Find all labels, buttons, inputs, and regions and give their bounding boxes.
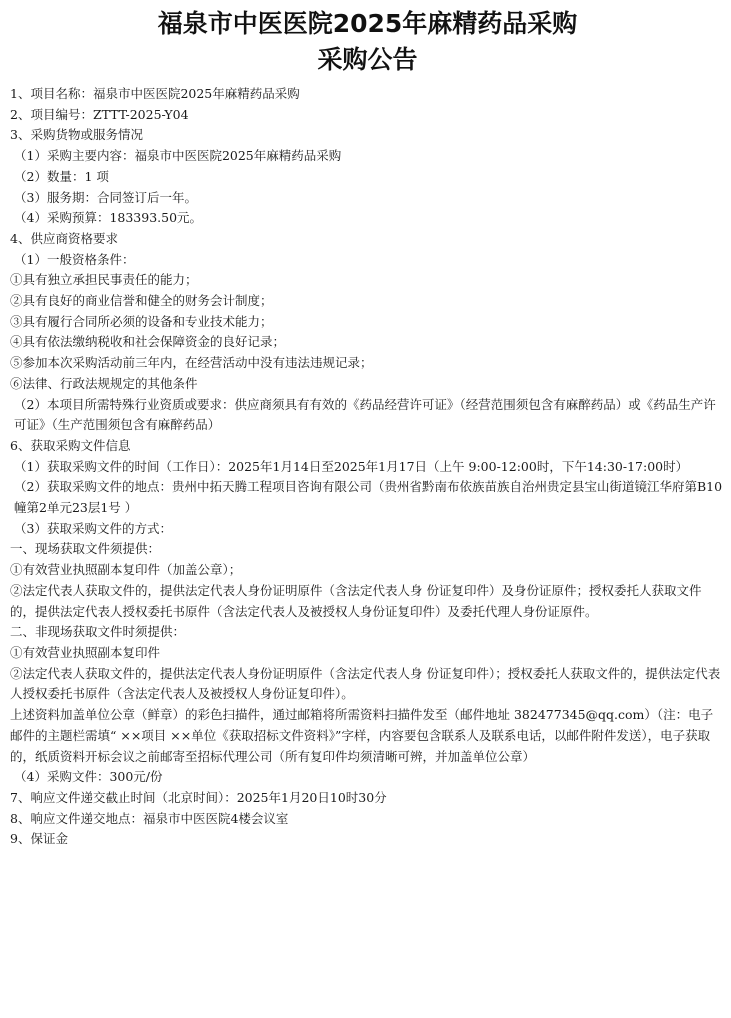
offsite-heading: 二、非现场获取文件时须提供： [10,624,186,640]
service-period-line: （3）服务期：合同签订后一年。 [14,189,197,205]
qualification-item-5: ⑤参加本次采购活动前三年内，在经营活动中没有违法违规记录； [10,355,373,371]
qualification-item-1: ①具有独立承担民事责任的能力； [10,272,198,288]
obtain-time-line: （1）获取采购文件的时间（工作日）：2025年1月14日至2025年1月17日（上午 9:00-12:00时，下午14:30-17:00时） [14,458,689,474]
qualification-item-4: ④具有依法缴纳税收和社会保障资金的良好记录； [10,334,286,350]
onsite-heading: 一、现场获取文件须提供： [10,541,161,557]
document-title: 福泉市中医医院2025年麻精药品采购 [157,9,578,38]
offsite-item-2: ②法定代表人获取文件的，提供法定代表人身份证明原件（含法定代表人身 份证复印件）；授权委托人获取文件的，提供法定代表人授权委托书原件（含法定代表人及被授权人身份证复印件）。 [10,665,721,702]
obtain-location-line: （2）获取采购文件的地点：贵州中拓天腾工程项目咨询有限公司（贵州省黔南布依族苗族自治州贵定县宝山街道镜江华府第B10幢第2单元23层1号 ） [14,479,723,516]
email-submission-paragraph: 上述资料加盖单位公章（鲜章）的彩色扫描件，通过邮箱将所需资料扫描件发至（邮件地址 382477345@qq.com）（注：电子邮件的主题栏需填“ ××项目 ××单位《获取招标文件资料》”字样，内容要包含联系人及联系电话，以邮件附件发送），电子获取的，纸质资料开标会议之前邮寄至招标代理公司（所有复印件均须清晰可辨，并加盖单位公章） [10,707,714,764]
quantity-line: （2）数量：1 项 [14,168,109,184]
qualification-item-2: ②具有良好的商业信誉和健全的财务会计制度； [10,293,273,309]
onsite-item-1: ①有效营业执照副本复印件（加盖公章）； [10,562,242,578]
announcement-body [10,84,725,850]
qualification-heading: 4、供应商资格要求 [10,230,118,246]
offsite-item-1: ①有效营业执照副本复印件 [10,644,161,660]
onsite-item-2: ②法定代表人获取文件的，提供法定代表人身份证明原件（含法定代表人身 份证复印件）及身份证原件；授权委托人获取文件的，提供法定代表人授权委托书原件（含法定代表人及被授权人身份证复印件）及委托代理人身份证原件。 [10,582,702,619]
document-subtitle: 采购公告 [317,45,418,74]
deposit-heading: 9、保证金 [10,831,68,847]
project-number-line: 2、项目编号：ZTTT-2025-Y04 [10,106,189,122]
general-qualification-heading: （1）一般资格条件： [14,251,135,267]
deadline-line: 7、响应文件递交截止时间（北京时间）：2025年1月20日10时30分 [10,789,387,805]
procurement-heading: 3、采购货物或服务情况 [10,127,143,143]
project-name-line: 1、项目名称：福泉市中医医院2025年麻精药品采购 [10,86,300,101]
special-qualification-line: （2）本项目所需特殊行业资质或要求：供应商须具有有效的《药品经营许可证》（经营范围须包含有麻醉药品）或《药品生产许可证》（生产范围须包含有麻醉药品） [14,396,716,433]
procurement-content-line: （1）采购主要内容：福泉市中医医院2025年麻精药品采购 [14,148,342,164]
qualification-item-6: ⑥法律、行政法规规定的其他条件 [10,375,198,391]
obtain-method-heading: （3）获取采购文件的方式： [14,520,172,536]
document-fee-line: （4）采购文件：300元/份 [14,769,163,785]
budget-line: （4）采购预算：183393.50元。 [14,210,203,226]
submission-location-line: 8、响应文件递交地点：福泉市中医医院4楼会议室 [10,810,289,826]
qualification-item-3: ③具有履行合同所必须的设备和专业技术能力； [10,313,273,329]
obtain-documents-heading: 6、获取采购文件信息 [10,437,131,453]
